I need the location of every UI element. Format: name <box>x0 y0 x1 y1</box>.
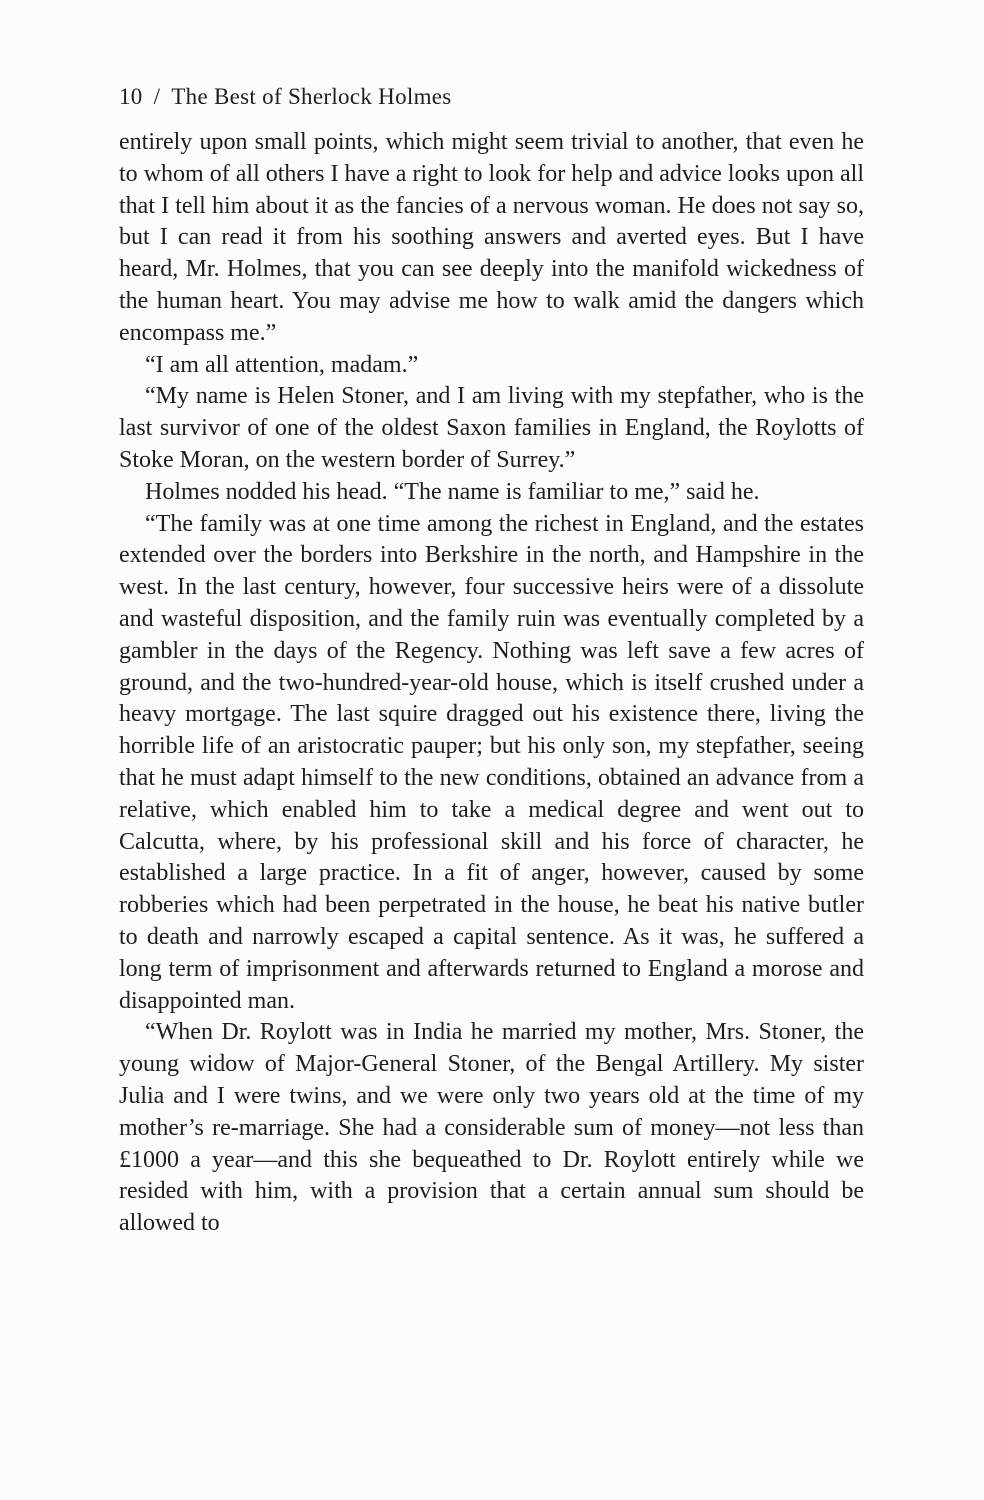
body-paragraph: “The family was at one time among the richest in England, and the estates extended over the borders into Berkshire in the north, and Hampshire in the west. In the last century, however, four successive heirs were of a dissolute and wasteful disposition, and the family ruin was eventually completed by a gambler in the days of the Regency. Nothing was left save a few acres of ground, and the two-hundred-year-old house, which is itself crushed under a heavy mortgage. The last squire dragged out his existence there, living the horrible life of an aristocratic pauper; but his only son, my stepfather, seeing that he must adapt himself to the new conditions, obtained an advance from a relative, which enabled him to take a medical degree and went out to Calcutta, where, by his professional skill and his force of character, he established a large practice. In a fit of anger, however, caused by some robberies which had been perpetrated in the house, he beat his native butler to death and narrowly escaped a capital sentence. As it was, he suffered a long term of imprisonment and afterwards returned to England a morose and disappointed man. <box>119 510 864 1014</box>
body-paragraph: entirely upon small points, which might seem trivial to another, that even he to whom of all others I have a right to look for help and advice looks upon all that I tell him about it as the fancies of a nervous woman. He does not say so, but I can read it from his soothing answers and averted eyes. But I have heard, Mr. Holmes, that you can see deeply into the manifold wickedness of the human heart. You may advise me how to walk amid the dangers which encompass me.” <box>119 129 864 346</box>
body-paragraph: Holmes nodded his head. “The name is familiar to me,” said he. <box>145 478 760 505</box>
page-number: 10 <box>119 84 143 109</box>
body-paragraph: “I am all attention, madam.” <box>145 351 419 378</box>
book-title: The Best of Sherlock Holmes <box>171 84 452 109</box>
header-separator: / <box>153 84 161 109</box>
running-header <box>119 84 452 110</box>
body-paragraph: “My name is Helen Stoner, and I am living with my stepfather, who is the last survivor of one of the oldest Saxon families in England, the Roylotts of Stoke Moran, on the western border of Surrey.” <box>119 383 864 473</box>
body-paragraph: “When Dr. Roylott was in India he married my mother, Mrs. Stoner, the young widow of Major-General Stoner, of the Bengal Artillery. My sister Julia and I were twins, and we were only two years old at the time of my mother’s re-marriage. She had a considerable sum of money—not less than £1000 a year—and this she bequeathed to Dr. Roylott entirely while we resided with him, with a provision that a certain annual sum should be allowed to <box>119 1019 864 1237</box>
page-body <box>119 127 864 1240</box>
